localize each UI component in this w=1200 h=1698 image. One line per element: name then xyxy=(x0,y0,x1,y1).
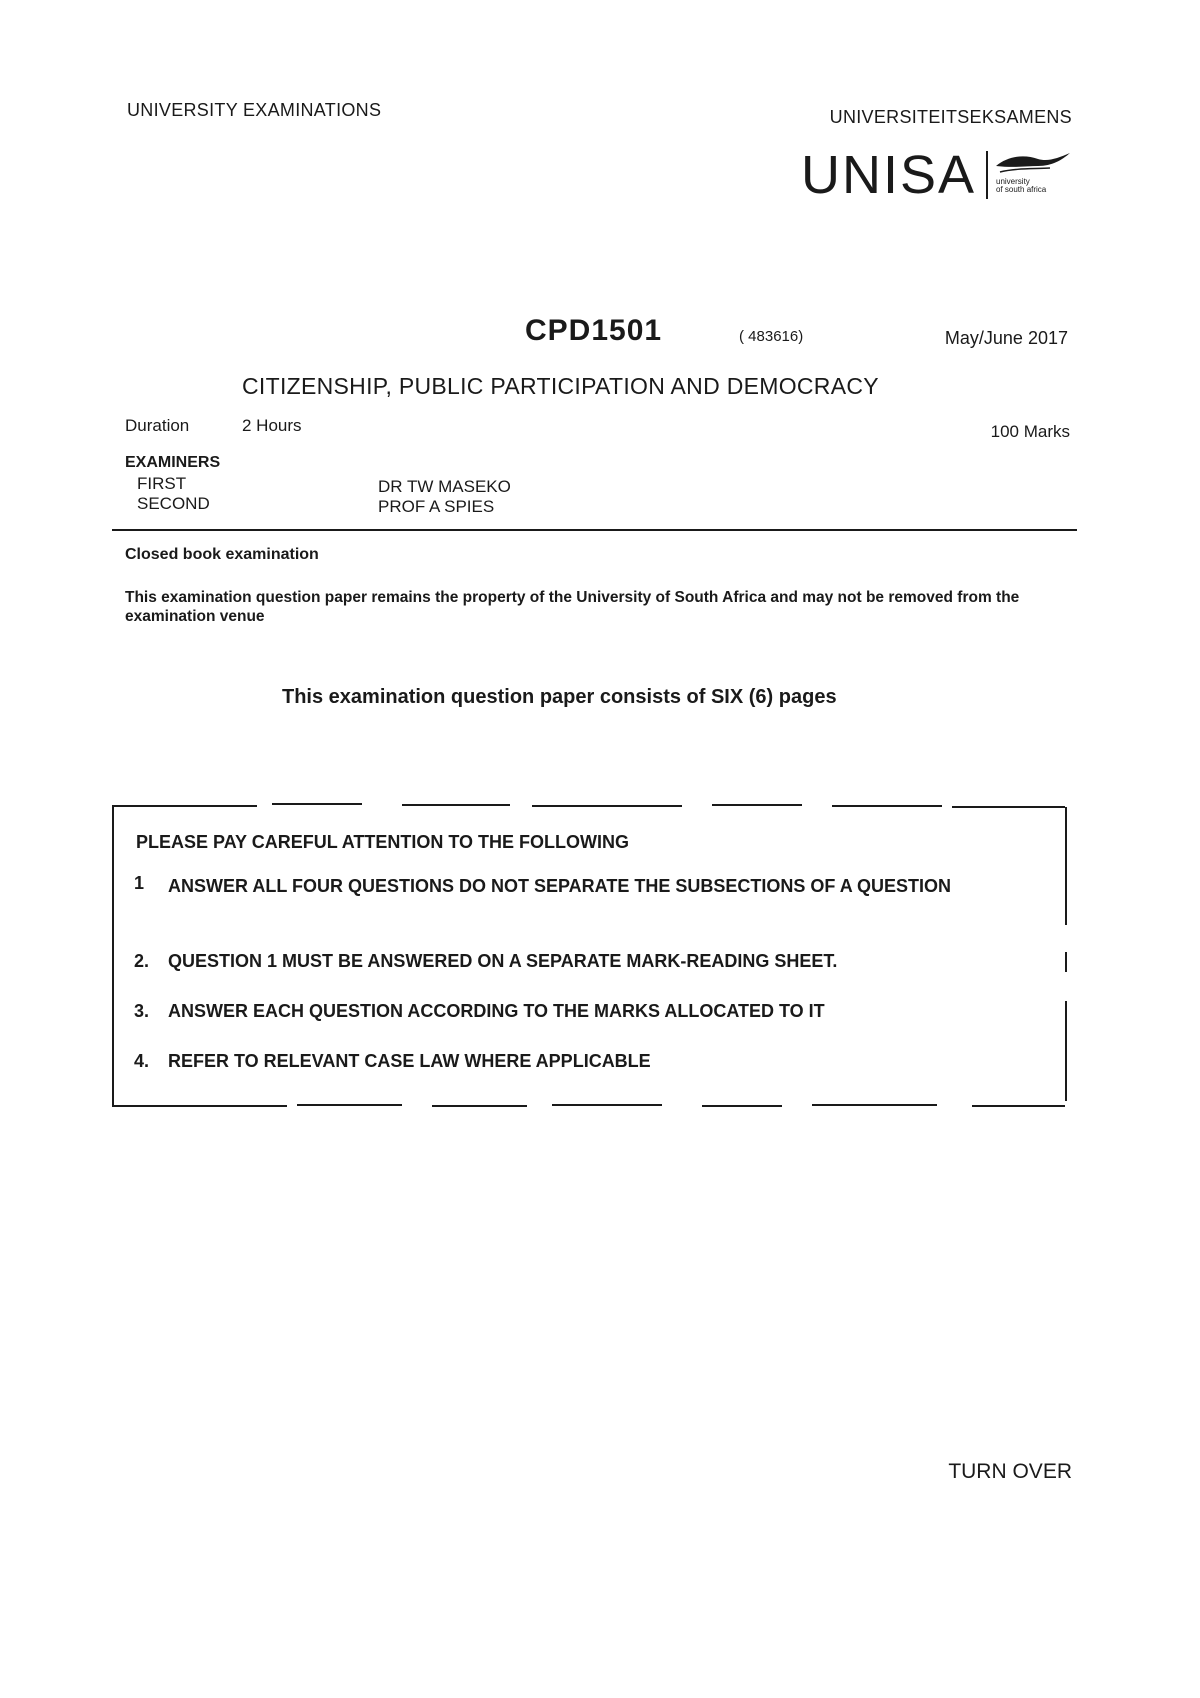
property-note: This examination question paper remains the property of the University of South Africa and may not be removed from the examination venue xyxy=(125,589,1020,625)
logo-emblem xyxy=(994,150,1072,200)
total-marks: 100 Marks xyxy=(990,422,1070,441)
box-border-segment xyxy=(112,1105,287,1107)
turn-over-note: TURN OVER xyxy=(948,1460,1072,1483)
logo-divider xyxy=(986,151,988,199)
header-left-title: UNIVERSITY EXAMINATIONS xyxy=(127,100,382,120)
instructions-box xyxy=(112,805,1067,1107)
logo-wordmark: UNISA xyxy=(800,145,976,205)
duration-label: Duration xyxy=(125,416,190,435)
box-border-segment xyxy=(272,803,362,805)
box-border-segment xyxy=(432,1105,527,1107)
header-divider xyxy=(112,529,1077,531)
duration-value: 2 Hours xyxy=(242,416,302,435)
instruction-number: 3. xyxy=(134,1001,150,1021)
instruction-text: QUESTION 1 MUST BE ANSWERED ON A SEPARATE MARK-READING SHEET. xyxy=(168,951,838,971)
box-border-segment xyxy=(402,804,510,806)
instruction-number: 4. xyxy=(134,1051,150,1071)
logo-tagline-line-1: university xyxy=(996,177,1030,186)
box-border-segment xyxy=(832,805,942,807)
box-border-segment xyxy=(552,1104,662,1106)
instruction-text: ANSWER ALL FOUR QUESTIONS DO NOT SEPARATE THE SUBSECTIONS OF A QUESTION xyxy=(168,876,952,896)
box-border-segment xyxy=(712,804,802,806)
instructions-heading: PLEASE PAY CAREFUL ATTENTION TO THE FOLLOWING xyxy=(136,832,630,852)
box-left-border xyxy=(112,805,114,1107)
instruction-number: 1 xyxy=(134,873,145,893)
exam-session: May/June 2017 xyxy=(944,328,1068,348)
first-examiner-label: FIRST xyxy=(137,474,187,493)
instruction-text: REFER TO RELEVANT CASE LAW WHERE APPLICABLE xyxy=(168,1051,651,1071)
closed-book-note: Closed book examination xyxy=(125,546,319,563)
paper-number: ( 483616) xyxy=(739,328,804,345)
page-count-note: This examination question paper consists of SIX (6) pages xyxy=(282,686,837,708)
box-right-border xyxy=(1065,1001,1067,1101)
module-code: CPD1501 xyxy=(525,314,663,347)
second-examiner-name: PROF A SPIES xyxy=(378,497,495,516)
box-border-segment xyxy=(297,1104,402,1106)
logo-tagline-line-2: of south africa xyxy=(996,185,1047,194)
box-border-segment xyxy=(812,1104,937,1106)
first-examiner-name: DR TW MASEKO xyxy=(378,477,511,496)
box-border-segment xyxy=(972,1105,1065,1107)
box-border-segment xyxy=(114,805,257,807)
bird-emblem-icon xyxy=(994,150,1072,178)
instruction-number: 2. xyxy=(134,951,150,971)
box-border-segment xyxy=(702,1105,782,1107)
examiners-heading: EXAMINERS xyxy=(125,454,221,471)
module-title: CITIZENSHIP, PUBLIC PARTICIPATION AND DEMOCRACY xyxy=(242,373,879,399)
unisa-logo xyxy=(800,145,1072,205)
second-examiner-label: SECOND xyxy=(137,494,210,513)
box-right-border xyxy=(1065,807,1067,925)
logo-tagline xyxy=(996,178,1046,194)
instruction-text: ANSWER EACH QUESTION ACCORDING TO THE MARKS ALLOCATED TO IT xyxy=(168,1001,825,1021)
box-border-segment xyxy=(952,806,1065,808)
header-right-title: UNIVERSITEITSEKSAMENS xyxy=(829,107,1072,127)
box-border-segment xyxy=(532,805,682,807)
box-right-border xyxy=(1065,952,1067,972)
